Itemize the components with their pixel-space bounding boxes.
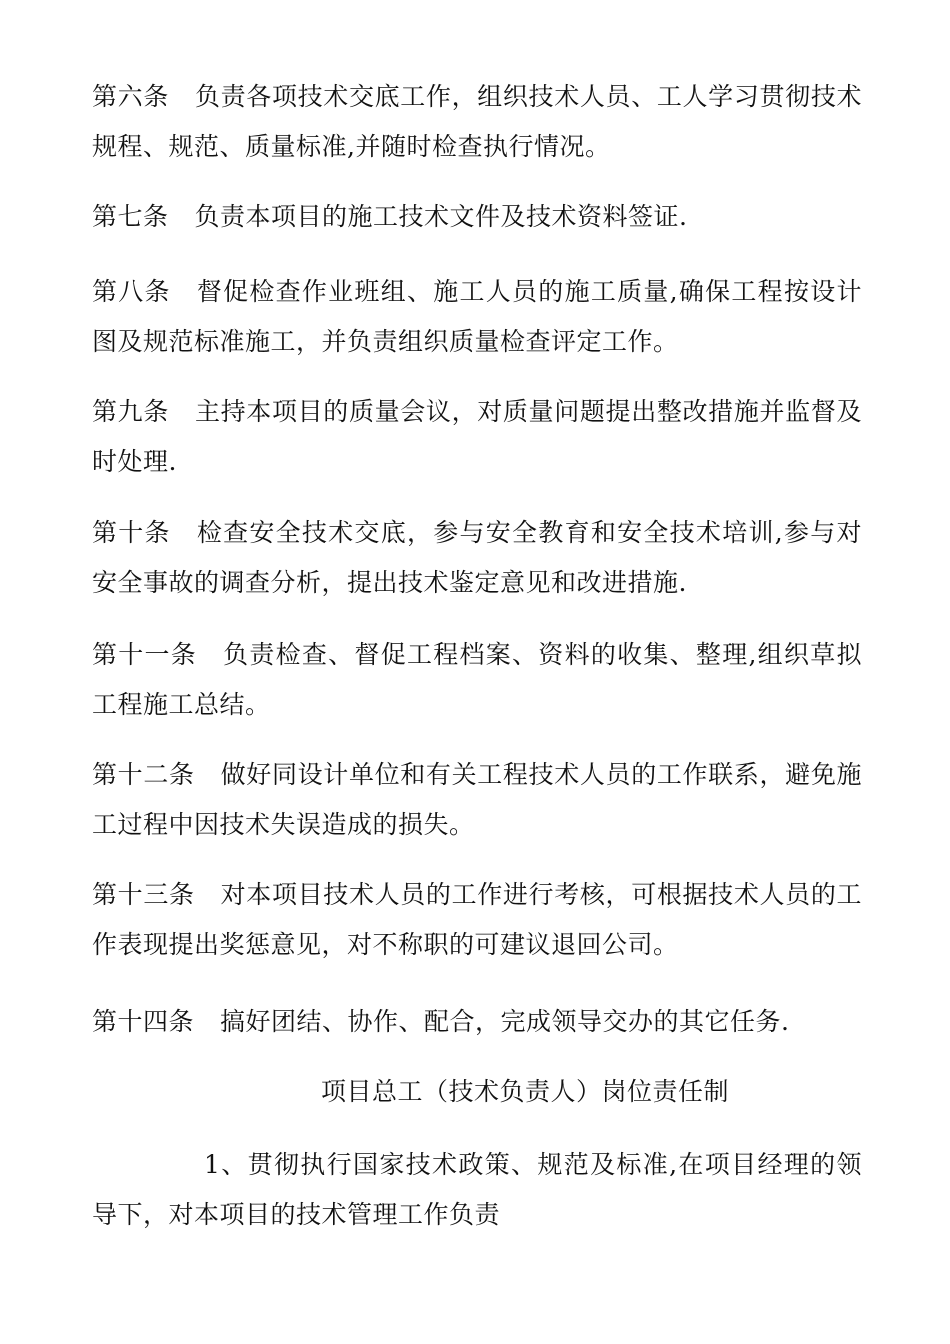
article-14 — [92, 997, 862, 1047]
article-12 — [92, 750, 862, 850]
article-8 — [92, 267, 862, 367]
article-text: 对本项目技术人员的工作进行考核，可根据技术人员的工作表现提出奖惩意见，对不称职的可建议退回公司。 — [92, 880, 862, 959]
article-number: 第九条 — [92, 397, 169, 426]
section-title: 项目总工（技术负责人）岗位责任制 — [320, 1077, 729, 1106]
article-10 — [92, 508, 862, 608]
article-text: 负责本项目的施工技术文件及技术资料签证. — [194, 202, 688, 231]
article-number: 第十一条 — [92, 640, 198, 669]
article-number: 第十三条 — [92, 880, 195, 909]
list-item-1: 1、贯彻执行国家技术政策、规范及标准,在项目经理的领导下，对本项目的技术管理工作负责 — [92, 1150, 862, 1229]
article-number: 第十二条 — [92, 760, 195, 789]
article-number: 第十条 — [92, 518, 171, 547]
article-7 — [92, 192, 862, 242]
article-text: 做好同设计单位和有关工程技术人员的工作联系，避免施工过程中因技术失误造成的损失。 — [92, 760, 862, 839]
article-number: 第六条 — [92, 82, 169, 111]
article-number: 第八条 — [92, 277, 171, 306]
article-text: 主持本项目的质量会议，对质量问题提出整改措施并监督及时处理. — [92, 397, 862, 476]
article-text: 负责检查、督促工程档案、资料的收集、整理,组织草拟工程施工总结。 — [92, 640, 862, 719]
article-text: 搞好团结、协作、配合，完成领导交办的其它任务. — [220, 1007, 790, 1036]
article-number: 第十四条 — [92, 1007, 195, 1036]
article-11 — [92, 630, 862, 730]
article-number: 第七条 — [92, 202, 169, 231]
article-9 — [92, 387, 862, 487]
article-13 — [92, 870, 862, 970]
article-text: 负责各项技术交底工作，组织技术人员、工人学习贯彻技术规程、规范、质量标准,并随时检查执行情况。 — [92, 82, 862, 161]
article-text: 督促检查作业班组、施工人员的施工质量,确保工程按设计图及规范标准施工，并负责组织质量检查评定工作。 — [92, 277, 862, 356]
article-text: 检查安全技术交底，参与安全教育和安全技术培训,参与对安全事故的调查分析，提出技术鉴定意见和改进措施. — [92, 518, 862, 597]
article-6 — [92, 72, 862, 172]
